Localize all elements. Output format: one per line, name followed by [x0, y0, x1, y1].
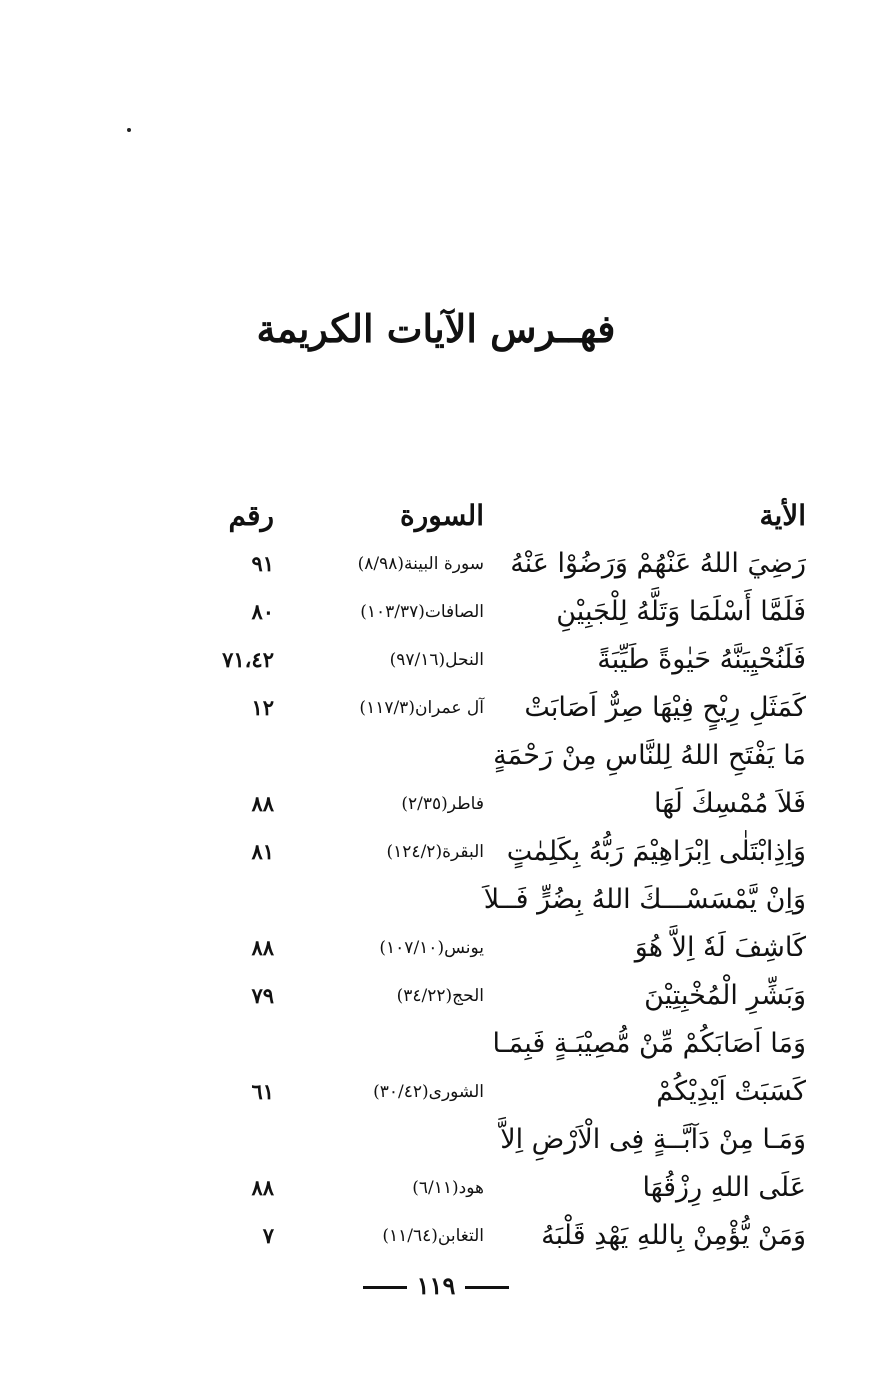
table-row	[0, 1212, 872, 1260]
page-number	[0, 1268, 872, 1304]
table-row	[0, 732, 872, 780]
number-cell: ٨٠	[251, 599, 274, 624]
surah-cell: هود(٦/١١)	[412, 1178, 484, 1198]
table-row	[0, 828, 872, 876]
page-number-text: ١١٩	[416, 1271, 456, 1300]
verse-cell: مَا يَفْتَحِ اللهُ لِلنَّاسِ مِنْ رَحْمَةٍ	[493, 740, 806, 771]
number-cell: ٧١،٤٢	[222, 647, 274, 672]
header-verse: الأية	[759, 499, 806, 532]
surah-cell: التغابن(١١/٦٤)	[382, 1226, 484, 1246]
table-row	[0, 876, 872, 924]
number-cell: ٨٨	[251, 791, 274, 816]
verse-cell: فَلاَ مُمْسِكَ لَهَا	[654, 788, 806, 819]
table-row	[0, 540, 872, 588]
table-row	[0, 1068, 872, 1116]
number-cell: ١٢	[251, 695, 274, 720]
verse-cell: وَبَشِّرِ الْمُخْبِتِيْنَ	[644, 980, 806, 1011]
verse-cell: كَمَثَلِ رِيْحٍ فِيْهَا صِرٌّ اَصَابَتْ	[524, 692, 806, 723]
verse-cell: وَاِذِابْتَلٰى اِبْرَاهِيْمَ رَبُّهُ بِكَلِمٰتٍ	[506, 836, 806, 867]
verse-cell: عَلَى اللهِ رِزْقُهَا	[642, 1172, 806, 1203]
verse-cell: كَاشِفَ لَهٗ اِلاَّ هُوَ	[634, 932, 806, 963]
surah-cell: النحل(٩٧/١٦)	[389, 650, 484, 670]
verse-cell: وَمَا اَصَابَكُمْ مِّنْ مُّصِيْبَـةٍ فَبِمَـا	[492, 1028, 806, 1059]
verse-cell: وَمَـا مِنْ دَآبَّــةٍ فِى الْاَرْضِ اِلاَّ	[500, 1124, 806, 1155]
verse-cell: وَمَنْ يُّؤْمِنْ بِاللهِ يَهْدِ قَلْبَهُ	[541, 1220, 806, 1251]
header-surah: السورة	[400, 499, 484, 532]
surah-cell: فاطر(٢/٣٥)	[401, 794, 484, 814]
surah-cell: يونس(١٠٧/١٠)	[379, 938, 484, 958]
verse-cell: فَلَنُحْيِيَنَّهُ حَيٰوةً طَيِّبَةً	[597, 644, 806, 675]
stray-mark	[127, 128, 131, 132]
page-title: فهــرس الآيات الكريمة	[256, 306, 616, 351]
table-row	[0, 636, 872, 684]
table-row	[0, 1116, 872, 1164]
verse-index-table	[0, 492, 872, 1260]
number-cell: ٨١	[251, 839, 274, 864]
dash-left	[363, 1286, 407, 1289]
table-body	[0, 540, 872, 1260]
table-row	[0, 972, 872, 1020]
number-cell: ٧	[262, 1223, 274, 1248]
table-row	[0, 1020, 872, 1068]
surah-cell: البقرة(١٢٤/٢)	[386, 842, 484, 862]
surah-cell: سورة البينة(٨/٩٨)	[357, 554, 484, 574]
table-row	[0, 1164, 872, 1212]
verse-cell: رَضِيَ اللهُ عَنْهُمْ وَرَضُوْا عَنْهُ	[510, 548, 806, 579]
number-cell: ٩١	[251, 551, 274, 576]
number-cell: ٨٨	[251, 935, 274, 960]
table-row	[0, 780, 872, 828]
dash-right	[465, 1286, 509, 1289]
verse-cell: كَسَبَتْ اَيْدِيْكُمْ	[656, 1076, 806, 1107]
table-row	[0, 684, 872, 732]
table-row	[0, 588, 872, 636]
surah-cell: الصافات(١٠٣/٣٧)	[360, 602, 484, 622]
number-cell: ٧٩	[251, 983, 274, 1008]
table-row	[0, 924, 872, 972]
surah-cell: الشورى(٣٠/٤٢)	[373, 1082, 484, 1102]
surah-cell: الحج(٣٤/٢٢)	[396, 986, 484, 1006]
number-cell: ٨٨	[251, 1175, 274, 1200]
verse-cell: وَاِنْ يَّمْسَسْـــكَ اللهُ بِضُرٍّ فَــلاَ	[483, 884, 806, 915]
header-number: رقم	[228, 499, 274, 532]
verse-cell: فَلَمَّا أَسْلَمَا وَتَلَّهُ لِلْجَبِيْنِ	[556, 596, 806, 627]
table-header	[0, 492, 872, 540]
number-cell: ٦١	[251, 1079, 274, 1104]
surah-cell: آل عمران(١١٧/٣)	[359, 698, 484, 718]
